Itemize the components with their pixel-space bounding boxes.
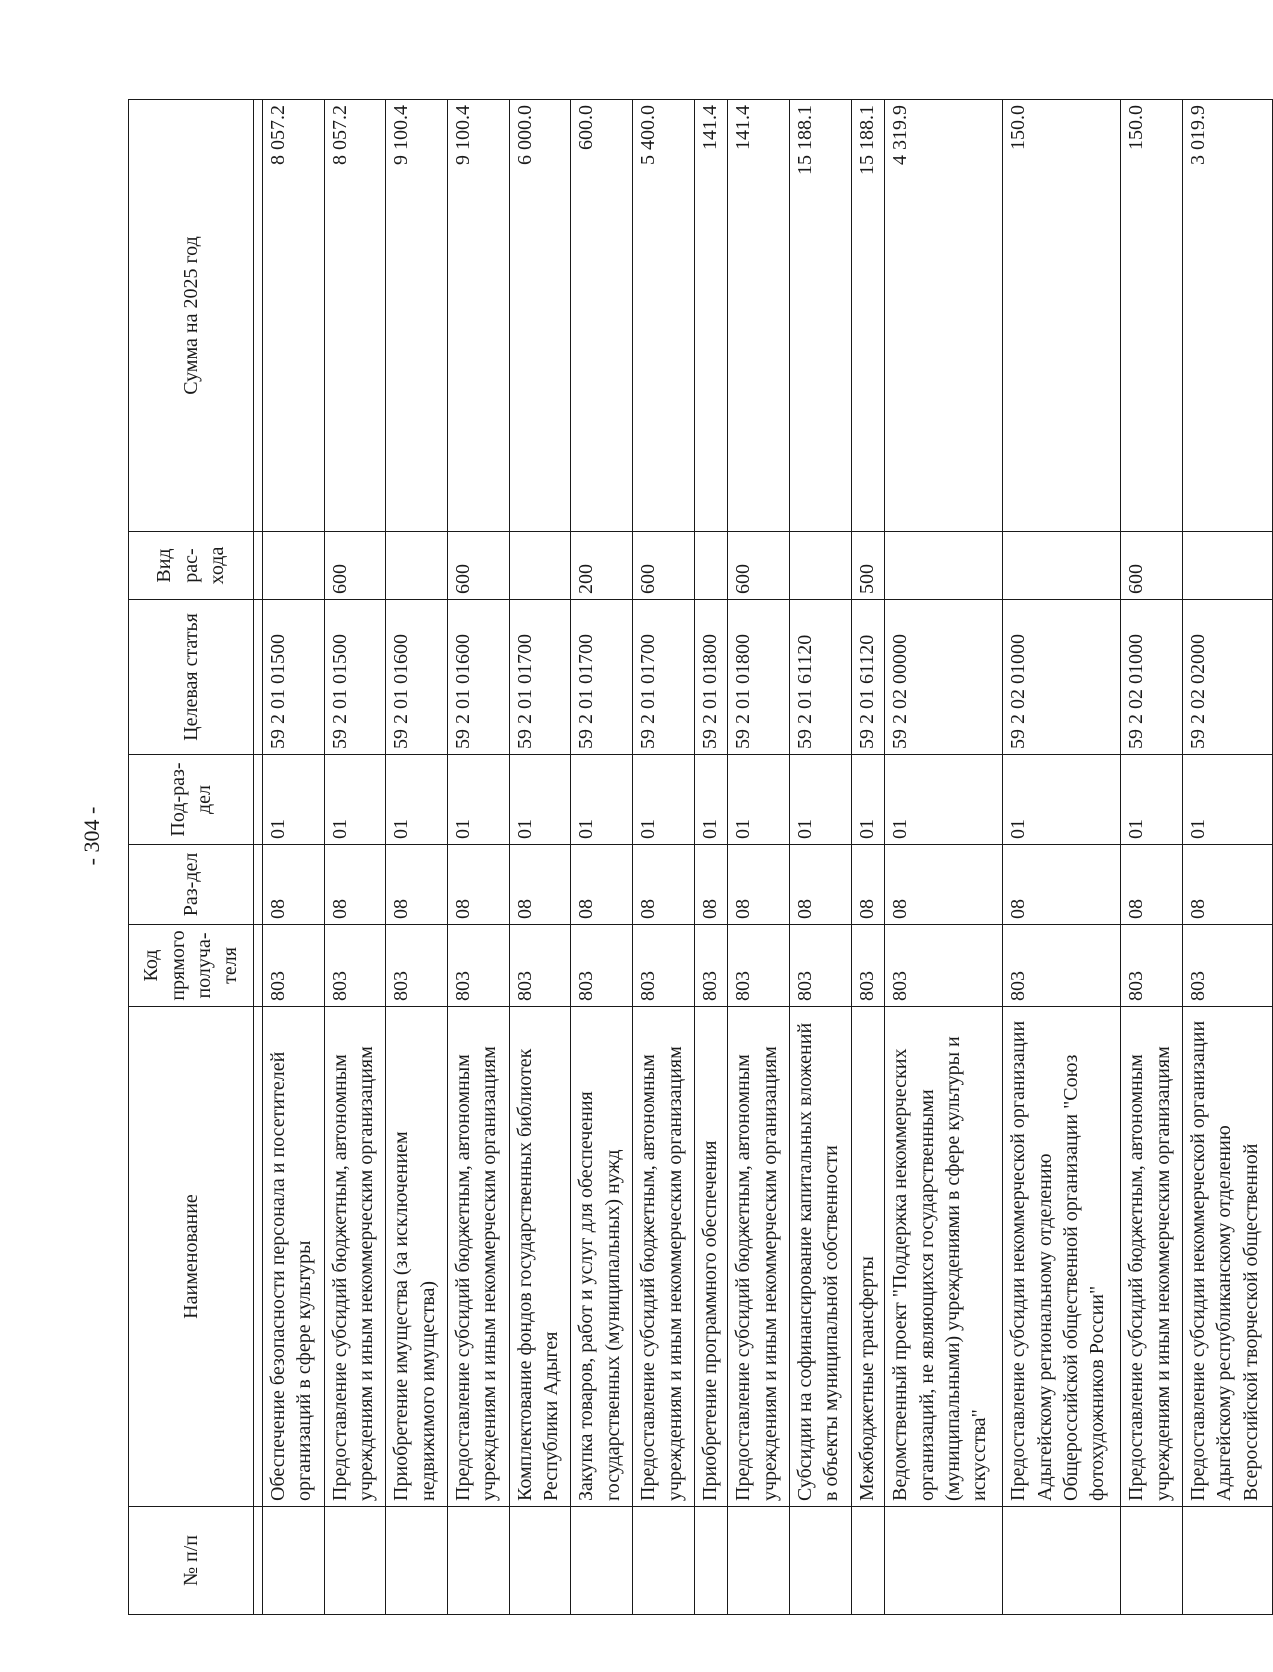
cell-target: 59 2 01 01800 <box>694 600 728 755</box>
cell-subsection: 01 <box>324 755 386 845</box>
table-row <box>386 100 448 1615</box>
cell-sum: 150.0 <box>1121 100 1183 532</box>
cell-name: Межбюджетные трансферты <box>851 1007 885 1507</box>
cell-target: 59 2 02 02000 <box>1183 600 1273 755</box>
cell-section: 08 <box>509 845 571 925</box>
table-header-row <box>129 100 254 1615</box>
cell-name: Ведомственный проект "Поддержка некоммерческих организаций, не являющихся государственными (муниципальными) учреждениями в сфере культуры и искусства" <box>885 1007 1003 1507</box>
cell-sum: 6 000.0 <box>509 100 571 532</box>
cell-sum: 150.0 <box>1003 100 1121 532</box>
cell-section: 08 <box>728 845 790 925</box>
cell-name: Закупка товаров, работ и услуг для обеспечения государственных (муниципальных) нужд <box>571 1007 633 1507</box>
cell-expense-type <box>1183 532 1273 600</box>
cell-expense-type <box>790 532 852 600</box>
cell-name: Обеспечение безопасности персонала и посетителей организаций в сфере культуры <box>263 1007 325 1507</box>
cell-num <box>509 1507 571 1615</box>
cell-code: 803 <box>571 925 633 1007</box>
cell-name: Предоставление субсидий бюджетным, автономным учреждениям и иным некоммерческим организациям <box>1121 1007 1183 1507</box>
cell-sum: 141.4 <box>694 100 728 532</box>
cell-num <box>790 1507 852 1615</box>
cell-target: 59 2 02 01000 <box>1003 600 1121 755</box>
header-num: № п/п <box>129 1507 254 1615</box>
cell-section: 08 <box>324 845 386 925</box>
cell-target: 59 2 01 61120 <box>790 600 852 755</box>
table-row <box>263 100 325 1615</box>
cell-code: 803 <box>448 925 510 1007</box>
header-spacer-row <box>254 100 263 1615</box>
cell-code: 803 <box>1183 925 1273 1007</box>
cell-sum: 15 188.1 <box>851 100 885 532</box>
cell-name: Предоставление субсидий бюджетным, автономным учреждениям и иным некоммерческим организациям <box>633 1007 695 1507</box>
cell-num <box>694 1507 728 1615</box>
cell-num <box>633 1507 695 1615</box>
cell-expense-type: 600 <box>448 532 510 600</box>
cell-subsection: 01 <box>885 755 1003 845</box>
cell-code: 803 <box>851 925 885 1007</box>
cell-target: 59 2 02 00000 <box>885 600 1003 755</box>
cell-target: 59 2 01 01700 <box>509 600 571 755</box>
cell-num <box>324 1507 386 1615</box>
cell-subsection: 01 <box>263 755 325 845</box>
cell-code: 803 <box>694 925 728 1007</box>
cell-subsection: 01 <box>509 755 571 845</box>
cell-num <box>885 1507 1003 1615</box>
cell-section: 08 <box>694 845 728 925</box>
cell-expense-type <box>386 532 448 600</box>
cell-target: 59 2 01 61120 <box>851 600 885 755</box>
cell-code: 803 <box>885 925 1003 1007</box>
cell-sum: 141.4 <box>728 100 790 532</box>
cell-target: 59 2 01 01600 <box>448 600 510 755</box>
cell-num <box>728 1507 790 1615</box>
table-row <box>885 100 1003 1615</box>
cell-sum: 8 057.2 <box>324 100 386 532</box>
table-row <box>324 100 386 1615</box>
cell-section: 08 <box>885 845 1003 925</box>
cell-section: 08 <box>571 845 633 925</box>
cell-target: 59 2 01 01700 <box>571 600 633 755</box>
cell-code: 803 <box>790 925 852 1007</box>
cell-num <box>851 1507 885 1615</box>
cell-sum: 9 100.4 <box>386 100 448 532</box>
table-row <box>1183 100 1273 1615</box>
budget-table <box>128 99 1273 1615</box>
cell-subsection: 01 <box>1003 755 1121 845</box>
header-code: Код прямого получа-теля <box>129 925 254 1007</box>
cell-code: 803 <box>1003 925 1121 1007</box>
cell-num <box>571 1507 633 1615</box>
cell-num <box>1121 1507 1183 1615</box>
table-row <box>790 100 852 1615</box>
cell-subsection: 01 <box>1121 755 1183 845</box>
cell-expense-type <box>509 532 571 600</box>
cell-expense-type <box>263 532 325 600</box>
table-row <box>728 100 790 1615</box>
rotated-table-wrapper <box>128 100 1273 1615</box>
cell-target: 59 2 01 01700 <box>633 600 695 755</box>
table-row <box>633 100 695 1615</box>
cell-section: 08 <box>851 845 885 925</box>
cell-num <box>386 1507 448 1615</box>
cell-target: 59 2 01 01500 <box>263 600 325 755</box>
cell-code: 803 <box>633 925 695 1007</box>
header-section: Раз-дел <box>129 845 254 925</box>
cell-sum: 4 319.9 <box>885 100 1003 532</box>
cell-subsection: 01 <box>1183 755 1273 845</box>
cell-num <box>1003 1507 1121 1615</box>
cell-section: 08 <box>633 845 695 925</box>
cell-num <box>1183 1507 1273 1615</box>
cell-code: 803 <box>1121 925 1183 1007</box>
cell-subsection: 01 <box>633 755 695 845</box>
cell-subsection: 01 <box>694 755 728 845</box>
cell-code: 803 <box>509 925 571 1007</box>
cell-code: 803 <box>324 925 386 1007</box>
cell-section: 08 <box>448 845 510 925</box>
header-expense-type: Вид рас-хода <box>129 532 254 600</box>
cell-code: 803 <box>386 925 448 1007</box>
cell-section: 08 <box>263 845 325 925</box>
cell-expense-type: 600 <box>633 532 695 600</box>
cell-target: 59 2 01 01800 <box>728 600 790 755</box>
cell-name: Предоставление субсидий бюджетным, автономным учреждениям и иным некоммерческим организациям <box>324 1007 386 1507</box>
cell-target: 59 2 01 01500 <box>324 600 386 755</box>
cell-section: 08 <box>1121 845 1183 925</box>
cell-expense-type: 600 <box>324 532 386 600</box>
cell-sum: 8 057.2 <box>263 100 325 532</box>
table-row <box>571 100 633 1615</box>
cell-num <box>448 1507 510 1615</box>
cell-section: 08 <box>1183 845 1273 925</box>
table-body <box>263 100 1273 1615</box>
cell-subsection: 01 <box>851 755 885 845</box>
cell-code: 803 <box>263 925 325 1007</box>
cell-expense-type <box>694 532 728 600</box>
cell-expense-type: 600 <box>1121 532 1183 600</box>
cell-section: 08 <box>1003 845 1121 925</box>
cell-name: Предоставление субсидии некоммерческой организации Адыгейскому республиканскому отделению Всероссийской творческой общественной <box>1183 1007 1273 1507</box>
cell-name: Приобретение программного обеспечения <box>694 1007 728 1507</box>
cell-subsection: 01 <box>790 755 852 845</box>
header-name: Наименование <box>129 1007 254 1507</box>
cell-section: 08 <box>386 845 448 925</box>
cell-num <box>263 1507 325 1615</box>
cell-name: Приобретение имущества (за исключением недвижимого имущества) <box>386 1007 448 1507</box>
cell-sum: 3 019.9 <box>1183 100 1273 532</box>
cell-sum: 600.0 <box>571 100 633 532</box>
cell-target: 59 2 02 01000 <box>1121 600 1183 755</box>
cell-section: 08 <box>790 845 852 925</box>
cell-name: Предоставление субсидии некоммерческой организации Адыгейскому региональному отделению Общероссийской общественной организации "Союз фотохудожников России" <box>1003 1007 1121 1507</box>
page-number: - 304 - <box>79 806 104 866</box>
header-sum: Сумма на 2025 год <box>129 100 254 532</box>
cell-name: Предоставление субсидий бюджетным, автономным учреждениям и иным некоммерческим организациям <box>448 1007 510 1507</box>
table-row <box>1121 100 1183 1615</box>
table-row <box>448 100 510 1615</box>
table-row <box>694 100 728 1615</box>
table-row <box>851 100 885 1615</box>
cell-expense-type <box>1003 532 1121 600</box>
cell-expense-type: 500 <box>851 532 885 600</box>
cell-name: Предоставление субсидий бюджетным, автономным учреждениям и иным некоммерческим организациям <box>728 1007 790 1507</box>
cell-subsection: 01 <box>448 755 510 845</box>
cell-sum: 9 100.4 <box>448 100 510 532</box>
cell-name: Субсидии на софинансирование капитальных вложений в объекты муниципальной собственности <box>790 1007 852 1507</box>
header-target: Целевая статья <box>129 600 254 755</box>
cell-code: 803 <box>728 925 790 1007</box>
cell-expense-type <box>885 532 1003 600</box>
table-row <box>1003 100 1121 1615</box>
header-subsection: Под-раз-дел <box>129 755 254 845</box>
cell-subsection: 01 <box>571 755 633 845</box>
cell-subsection: 01 <box>728 755 790 845</box>
cell-sum: 15 188.1 <box>790 100 852 532</box>
cell-name: Комплектование фондов государственных библиотек Республики Адыгея <box>509 1007 571 1507</box>
cell-sum: 5 400.0 <box>633 100 695 532</box>
table-row <box>509 100 571 1615</box>
cell-target: 59 2 01 01600 <box>386 600 448 755</box>
cell-subsection: 01 <box>386 755 448 845</box>
cell-expense-type: 600 <box>728 532 790 600</box>
cell-expense-type: 200 <box>571 532 633 600</box>
